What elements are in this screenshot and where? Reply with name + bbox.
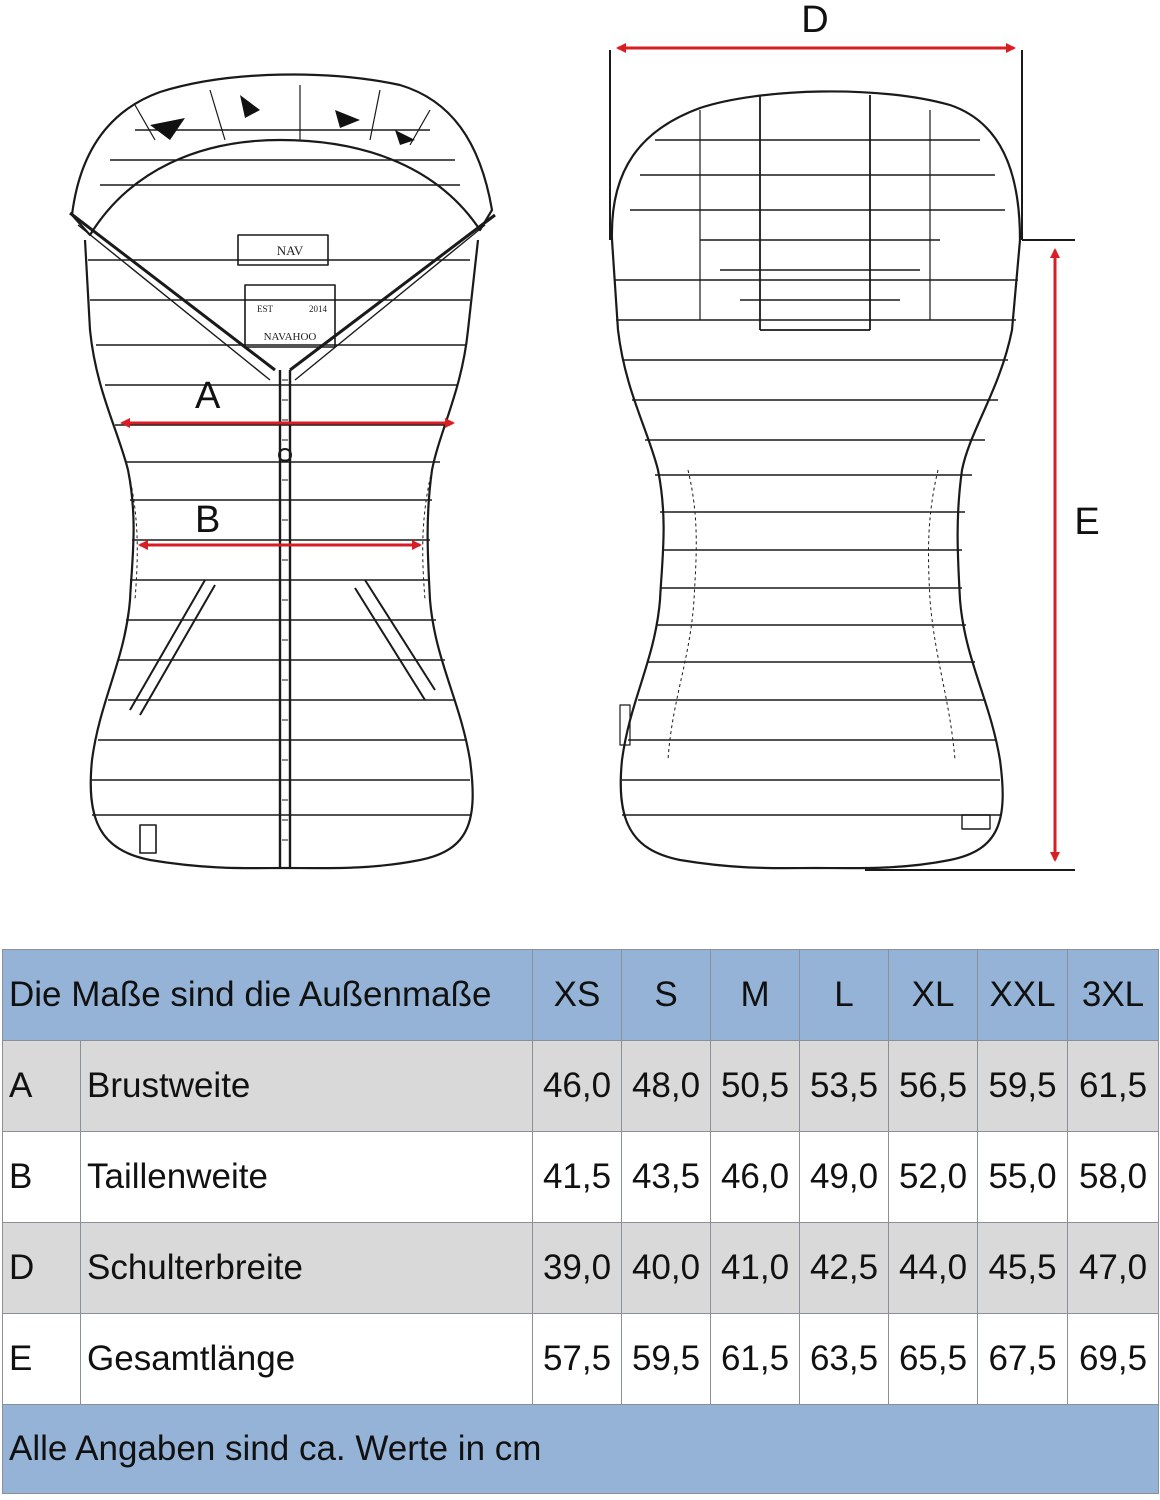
- table-cell: 48,0: [622, 1041, 711, 1132]
- front-zipper: [280, 370, 290, 868]
- logo-tag: NAV: [276, 243, 304, 258]
- table-cell: 46,0: [711, 1132, 800, 1223]
- size-header-s: S: [622, 950, 711, 1041]
- table-cell: 41,5: [533, 1132, 622, 1223]
- size-header-xs: XS: [533, 950, 622, 1041]
- label-d: D: [801, 0, 829, 41]
- row-code: E: [3, 1314, 81, 1405]
- logo-brand: NAVAHOO: [263, 331, 317, 343]
- row-measure-name: Schulterbreite: [81, 1223, 533, 1314]
- table-cell: 43,5: [622, 1132, 711, 1223]
- vest-front-view: [70, 75, 495, 869]
- table-cell: 65,5: [889, 1314, 978, 1405]
- table-cell: 39,0: [533, 1223, 622, 1314]
- measure-d: [610, 48, 1075, 240]
- label-a: A: [195, 375, 221, 417]
- table-cell: 40,0: [622, 1223, 711, 1314]
- table-row-b: [3, 1132, 1159, 1223]
- size-header-3xl: 3XL: [1068, 950, 1159, 1041]
- size-header-m: M: [711, 950, 800, 1041]
- table-cell: 46,0: [533, 1041, 622, 1132]
- size-header-l: L: [800, 950, 889, 1041]
- table-row-d: [3, 1223, 1159, 1314]
- table-cell: 52,0: [889, 1132, 978, 1223]
- table-footer-note: Alle Angaben sind ca. Werte in cm: [3, 1405, 1159, 1494]
- row-measure-name: Taillenweite: [81, 1132, 533, 1223]
- table-row-a: [3, 1041, 1159, 1132]
- table-cell: 57,5: [533, 1314, 622, 1405]
- size-header-xxl: XXL: [978, 950, 1068, 1041]
- table-cell: 59,5: [622, 1314, 711, 1405]
- table-cell: 45,5: [978, 1223, 1068, 1314]
- row-measure-name: Brustweite: [81, 1041, 533, 1132]
- table-cell: 61,5: [711, 1314, 800, 1405]
- row-code: B: [3, 1132, 81, 1223]
- table-cell: 61,5: [1068, 1041, 1159, 1132]
- table-title: Die Maße sind die Außenmaße: [3, 950, 533, 1041]
- logo-year: 2014: [309, 304, 327, 314]
- table-cell: 42,5: [800, 1223, 889, 1314]
- table-cell: 56,5: [889, 1041, 978, 1132]
- table-cell: 69,5: [1068, 1314, 1159, 1405]
- size-header-xl: XL: [889, 950, 978, 1041]
- table-row-e: [3, 1314, 1159, 1405]
- front-right-pocket: [355, 580, 435, 700]
- table-cell: 50,5: [711, 1041, 800, 1132]
- label-b: B: [195, 499, 221, 541]
- row-code: D: [3, 1223, 81, 1314]
- table-cell: 58,0: [1068, 1132, 1159, 1223]
- table-cell: 63,5: [800, 1314, 889, 1405]
- table-cell: 55,0: [978, 1132, 1068, 1223]
- table-footer-row: [3, 1405, 1159, 1494]
- row-code: A: [3, 1041, 81, 1132]
- table-header-row: [3, 950, 1159, 1041]
- logo-est: EST: [256, 304, 274, 314]
- vest-back-view: [612, 91, 1020, 868]
- size-chart-table: [2, 949, 1159, 1494]
- table-cell: 49,0: [800, 1132, 889, 1223]
- table-cell: 59,5: [978, 1041, 1068, 1132]
- table-cell: 47,0: [1068, 1223, 1159, 1314]
- table-cell: 44,0: [889, 1223, 978, 1314]
- front-hood-outline: [72, 75, 492, 235]
- row-measure-name: Gesamtlänge: [81, 1314, 533, 1405]
- table-cell: 53,5: [800, 1041, 889, 1132]
- measure-e: [865, 250, 1075, 870]
- front-left-pocket: [130, 580, 215, 715]
- table-cell: 41,0: [711, 1223, 800, 1314]
- back-hood-outline: [612, 91, 1020, 240]
- table-cell: 67,5: [978, 1314, 1068, 1405]
- label-e: E: [1074, 501, 1100, 543]
- back-body-outline: [612, 240, 1020, 868]
